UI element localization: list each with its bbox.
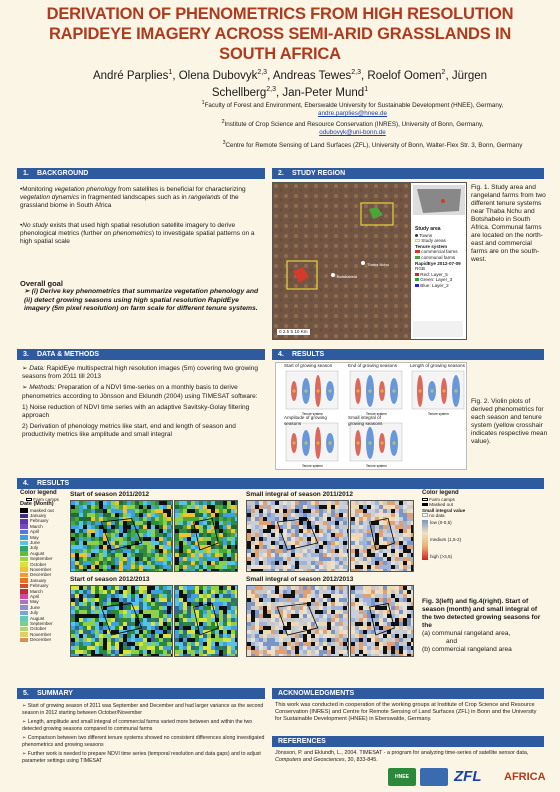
- title-line-3: SOUTH AFRICA: [219, 45, 341, 63]
- si-medium: medium (1,5-2): [430, 536, 462, 542]
- affiliation-2: [150, 118, 555, 137]
- background-para-1: [20, 186, 265, 211]
- section-header-ack: [272, 688, 544, 699]
- map-si-2012-a: [246, 585, 349, 657]
- section-title: REFERENCES: [278, 738, 326, 745]
- map-sos-2011-b: [174, 500, 238, 572]
- text-run: exists that used high spatial resolution satellite imagery to derive phenological metrics (further on: [20, 221, 236, 237]
- section-header-results: [17, 478, 544, 489]
- legend-text: Red: Layer_5: [420, 271, 448, 277]
- map-si-2011-b: [350, 500, 414, 572]
- si-legend: [422, 491, 482, 560]
- text-run: Preparation of a NDVI time-series on a monthly basis to derive phenometrics according to Jönsson and Eklundh (2004) using TIMESAT software:: [22, 384, 258, 400]
- author-oomen: , Roelof Oomen: [361, 69, 442, 82]
- month-swatch: [20, 605, 28, 610]
- aff-text: Faculty of Forest and Environment, Eberswalde University for Sustainable Development (HNEE), Germany,: [204, 102, 504, 110]
- section-header-methods: [17, 349, 265, 360]
- month-swatch: [20, 567, 28, 572]
- map-si-2012-b: [350, 585, 414, 657]
- text-run: phenometrics: [112, 229, 152, 237]
- legend-title: Color legend: [422, 490, 459, 496]
- zfl-logo: ZFL: [454, 768, 482, 785]
- month-swatch: [20, 551, 28, 556]
- month-label: September: [30, 556, 53, 562]
- farm-camp-icon: [26, 498, 32, 501]
- map-noise: [71, 501, 172, 571]
- section-header-results-top: [272, 349, 544, 360]
- violin-x-label: Tenure system: [302, 464, 323, 468]
- month-swatch: [20, 594, 28, 599]
- text-run: Jönsson, P. and Eklundh, L., 2004. TIMESAT - a program for analyzing time-series of satellite sensor data,: [275, 750, 529, 756]
- section-header-study: [272, 168, 544, 179]
- month-swatch: [20, 519, 28, 524]
- aff-sup: 1: [201, 100, 205, 106]
- map-title-sos-2011: Start of season 2011/2012: [70, 491, 150, 498]
- month-swatch: [20, 508, 28, 513]
- legend-text: Study areas: [421, 238, 446, 244]
- affiliation-3: [190, 139, 555, 150]
- author-sup: 2,3: [351, 69, 361, 76]
- farm-camp-icon: [422, 498, 428, 501]
- hnee-logo: [388, 768, 416, 786]
- aff-sup: 3: [222, 140, 226, 146]
- author-parplies: André Parplies: [92, 69, 169, 82]
- map-si-2011-a: [246, 500, 349, 572]
- map-noise: [351, 501, 413, 571]
- methods-methods: ➢ Methods: Preparation of a NDVI time-series on a monthly basis to derive phenometrics according to Jönsson and Eklundh (2004) using TIMESAT software:: [22, 384, 258, 400]
- month-label: December: [30, 572, 52, 578]
- violin-title-1: Start of growing season: [284, 363, 333, 368]
- map-title-si-2011: Small integral of season 2011/2012: [246, 491, 353, 498]
- author-tewes: , Andreas Tewes: [267, 69, 352, 82]
- violin-x-label: Tenure system: [428, 412, 449, 416]
- goal-title: Overall goal: [20, 279, 63, 288]
- map-credits: [413, 321, 463, 337]
- text-run: Data:: [29, 365, 45, 372]
- section-num: 5.: [23, 690, 29, 697]
- ack-text: This work was conducted in cooperation of the working groups at Institute of Crop Science and Resource Conservation (INRES) and Centre for Remote Sensing of Land Surfaces (ZFL) in Bonn and the University for Sustainable Development (HNEE) in Eberswalde, Germany.: [275, 702, 537, 722]
- section-title: RESULTS: [37, 480, 70, 487]
- summary-list: [22, 703, 267, 764]
- month-label: March: [30, 523, 43, 529]
- month-label: October: [30, 561, 47, 567]
- summary-text: Further work is needed to prepare NDVI time series (temporal resolution and data gaps) and to adjust parameter settings using TIMESAT: [22, 751, 261, 764]
- si-color-ramp: [422, 520, 428, 560]
- background-para-2: [20, 222, 265, 247]
- month-swatch: [20, 627, 28, 632]
- month-swatch: [20, 573, 28, 578]
- fig1-caption: Fig. 1. Study area and rangeland farms from two different tenure systems near Thaba Nchu and Botshabelo in South Africa. Communal farms are located on the north-east and commercial farms are on the south-west.: [471, 184, 546, 263]
- inset-country: [417, 189, 461, 213]
- africa-logo: AFRICA: [504, 771, 546, 783]
- aff-text: Centre for Remote Sensing of Land Surfaces (ZFL), University of Bonn, Walter-Flex Str. 3, Bonn, Germany: [225, 142, 523, 150]
- text-run: RapidEye multispectral high resolution images (5m) covering two growing seasons from 2011 till 2013: [22, 365, 258, 381]
- title-line-2: RAPIDEYE IMAGERY ACROSS SEMI-ARID GRASSLANDS IN: [48, 25, 512, 43]
- month-label: August: [30, 615, 45, 621]
- section-header-summary: [17, 688, 265, 699]
- month-label: June: [30, 540, 40, 546]
- legend-title: Color legend: [20, 490, 57, 496]
- month-swatch: [20, 611, 28, 616]
- email-link-2[interactable]: odubovyk@uni-bonn.de: [319, 129, 386, 137]
- map-noise: [247, 501, 348, 571]
- poster-title: [0, 4, 560, 64]
- month-label: April: [30, 529, 40, 535]
- author-sup: 1: [364, 85, 369, 93]
- map-sos-2011-a: [70, 500, 173, 572]
- authors: [20, 66, 560, 100]
- violin-title-3: Length of growing seasons: [410, 363, 465, 368]
- fig3-4-caption: [422, 598, 547, 654]
- month-label: December: [30, 637, 52, 643]
- title-line-1: DERIVATION OF PHENOMETRICS FROM HIGH RESOLUTION: [46, 5, 514, 23]
- refs-text: [275, 750, 543, 763]
- summary-item: ➢ Further work is needed to prepare NDVI time series (temporal resolution and data gaps) and to adjust parameter settings using TIMESAT: [22, 751, 261, 764]
- map-title-sos-2012: Start of season 2012/2013: [70, 576, 150, 583]
- legend-title: Study area: [415, 226, 441, 232]
- map-sos-2012-a: [70, 585, 173, 657]
- map-noise: [175, 586, 237, 656]
- map-title-si-2012: Small integral of season 2012/2013: [246, 576, 354, 583]
- authors-line-2: [20, 83, 560, 100]
- legend-subtitle: Date (Month): [20, 501, 54, 508]
- study-legend: [415, 227, 465, 289]
- text-run: of the grassland biome in South Africa: [20, 194, 239, 210]
- si-low: low (0-0,5): [430, 519, 452, 525]
- methods-text: [22, 365, 267, 440]
- red-icon: [415, 273, 419, 276]
- map-label-thaba: Thaba Nchu: [367, 262, 389, 267]
- legend-rgb: RGB: [415, 266, 425, 272]
- month-label: January: [30, 577, 47, 583]
- month-swatch: [20, 546, 28, 551]
- legend-blue: [415, 283, 465, 289]
- town-marker: [331, 273, 335, 277]
- month-label: November: [30, 566, 52, 572]
- legend-text: commercial farms: [421, 249, 458, 255]
- month-swatch: [20, 616, 28, 621]
- month-swatch: [20, 524, 28, 529]
- month-swatch: [20, 541, 28, 546]
- summary-text: Length, amplitude and small integral of commercial farms varied more between and within the two detected growing seasons compared to communal farms: [22, 719, 253, 732]
- month-swatch: [20, 514, 28, 519]
- month-swatch: [20, 535, 28, 540]
- section-header-refs: [272, 736, 544, 747]
- summary-item: ➢ Comparison between two different tenure systems showed no consistent differences along investigated phenometrics and growing seasons: [22, 735, 265, 748]
- month-label: September: [30, 620, 53, 626]
- section-num: 1.: [23, 170, 29, 177]
- legend-text: communal farms: [421, 254, 456, 260]
- section-num: 2.: [278, 170, 284, 177]
- blue-icon: [415, 284, 419, 287]
- section-header-background: [17, 168, 265, 179]
- legend-tenure: Tenure system: [415, 243, 448, 249]
- text-run: from satellites is beneficial for characterizing: [116, 186, 246, 193]
- aff-sup: 2: [221, 119, 225, 125]
- uni-bonn-logo: [420, 768, 448, 786]
- author-sup: 1: [168, 69, 173, 76]
- section-title: ACKNOWLEDGMENTS: [278, 690, 355, 697]
- authors-line-1: [20, 66, 560, 83]
- email-link-1[interactable]: andre.parplies@hnee.de: [317, 110, 388, 118]
- background-text: [20, 186, 265, 246]
- methods-data: ➢ Data: RapidEye multispectral high resolution images (5m) covering two growing seasons from 2011 till 2013: [22, 365, 258, 381]
- violin-title-2: End of growing seasons: [348, 363, 398, 368]
- month-swatch: [20, 530, 28, 535]
- legend-si-title: Small integral value: [422, 507, 466, 513]
- map-noise: [351, 586, 413, 656]
- section-num: 4.: [23, 480, 29, 487]
- month-label: February: [30, 583, 49, 589]
- text-run: Methods:: [29, 384, 57, 392]
- text-run: •Monitoring: [20, 186, 55, 193]
- hnee-logo-text: HNEE: [395, 774, 409, 780]
- author-sup: 2: [441, 69, 446, 76]
- aff-text: Institute of Crop Science and Resource Conservation (INRES), University of Bonn, Germany,: [224, 121, 484, 129]
- section-title: SUMMARY: [37, 690, 73, 697]
- month-swatch: [20, 638, 28, 643]
- si-ramp: [422, 520, 482, 560]
- violin-x-label: Tenure system: [302, 412, 323, 416]
- section-title: BACKGROUND: [37, 170, 89, 177]
- month-label: May: [30, 599, 39, 605]
- month-label: July: [30, 610, 39, 616]
- month-swatch: [20, 589, 28, 594]
- violin-title-4: Amplitude of growing seasons: [284, 415, 327, 426]
- month-label: August: [30, 550, 45, 556]
- section-num: 4.: [278, 351, 284, 358]
- map-label-botshabelo: Botshabelo: [337, 274, 358, 279]
- month-label: masked out: [30, 507, 54, 513]
- month-swatch: [20, 562, 28, 567]
- author-schellberg: Schellberg: [211, 86, 267, 99]
- text-run: •No study: [20, 221, 48, 229]
- month-swatch: [20, 557, 28, 562]
- summary-text: Start of growing season of 2011 was September and December and had larger variance as the second season in 2012 starting between October/November: [22, 703, 264, 716]
- section-title: RESULTS: [292, 351, 325, 358]
- author-sup: 2,3: [266, 85, 276, 93]
- map-noise: [247, 586, 348, 656]
- masked-icon: [422, 503, 428, 506]
- text-run: ) to investigate spatial patterns on a high spatial scale: [20, 229, 255, 246]
- inset-marker: [441, 199, 445, 203]
- summary-item: ➢ Length, amplitude and small integral of commercial farms varied more between and within the two detected growing seasons compared to communal farms: [22, 719, 253, 732]
- month-legend-item: [20, 637, 70, 642]
- author-sup: 2,3: [257, 69, 268, 76]
- section-title: DATA & METHODS: [37, 351, 100, 358]
- violin-x-label: Tenure system: [366, 464, 387, 468]
- section-title: STUDY REGION: [292, 170, 346, 177]
- caption-and: and: [446, 638, 458, 645]
- month-swatch: [20, 600, 28, 605]
- study-area-icon: [415, 239, 420, 242]
- month-legend: [20, 491, 70, 643]
- fig2-caption: Fig. 2. Violin plots of derived phenometrics for each season and tenure system (yellow crosshair indicates respective mean value).: [471, 398, 548, 445]
- overall-goal: [20, 280, 265, 314]
- communal-icon: [415, 256, 420, 259]
- green-icon: [415, 278, 419, 281]
- legend-text: Towns: [419, 232, 433, 238]
- month-label: November: [30, 631, 52, 637]
- si-ramp-labels: [430, 520, 480, 560]
- legend-text: Farm camps: [33, 496, 59, 502]
- legend-text: Farm camps: [429, 496, 455, 502]
- map-sos-2012-b: [174, 585, 238, 657]
- month-swatch: [20, 578, 28, 583]
- section-num: 3.: [23, 351, 29, 358]
- month-label: March: [30, 588, 43, 594]
- author-juergen: , Jürgen: [445, 69, 488, 82]
- text-run: rangelands: [188, 194, 221, 202]
- author-mund: , Jan-Peter Mund: [275, 86, 365, 99]
- legend-text: Blue: Layer_2: [420, 282, 449, 288]
- legend-text: Masked out: [429, 502, 454, 508]
- month-label: April: [30, 593, 40, 599]
- map-scale: 0 2.5 5 10 Km: [279, 329, 308, 334]
- nodata-icon: [422, 513, 428, 517]
- month-swatch: [20, 621, 28, 626]
- caption-main: Fig. 3(left) and fig.4(right). Start of season (month) and small integral of the two detected growing seasons for the: [422, 598, 541, 629]
- month-label: July: [30, 545, 39, 551]
- legend-text: Green: Layer_3: [420, 277, 453, 283]
- study-area-map: [272, 182, 467, 340]
- text-run: , 30, 833-845.: [344, 756, 378, 763]
- month-label: May: [30, 534, 39, 540]
- month-swatch: [20, 632, 28, 637]
- methods-step-1: 1) Noise reduction of NDVI time series with an adaptive Savitsky-Golay filtering approach: [22, 403, 250, 420]
- town-icon: [415, 234, 418, 237]
- violin-plots: [275, 362, 467, 470]
- map-noise: [71, 586, 172, 656]
- goal-text: ➢ (i) Derive key phenometrics that summarize vegetation phenology and (ii) detect growing seasons using high spatial resolution RapidEye imagery (5m pixel resolution) on farm scale for different tenure systems.: [24, 288, 259, 313]
- text-run: vegetation dynamics: [20, 194, 80, 202]
- caption-b: (b) commercial rangeland area: [422, 646, 512, 653]
- month-list: [20, 508, 70, 643]
- map-noise: [175, 501, 237, 571]
- month-label: June: [30, 604, 40, 610]
- si-high: high (>3,5): [430, 553, 453, 559]
- month-label: February: [30, 518, 49, 524]
- violin-title-5: Small integral of growing seasons: [348, 415, 383, 426]
- town-marker: [361, 261, 365, 265]
- legend-nodata: [422, 513, 482, 519]
- summary-item: ➢ Start of growing season of 2011 was September and December and had larger variance as the second season in 2012 starting between October/November: [22, 703, 264, 716]
- summary-text: Comparison between two different tenure systems showed no consistent differences along investigated phenometrics and growing seasons: [22, 735, 265, 748]
- caption-a: (a) communal rangeland area,: [422, 630, 511, 637]
- commercial-icon: [415, 250, 420, 253]
- text-run: vegetation phenology: [54, 186, 117, 193]
- legend-rapideye: RapidEye 2012-07-09: [415, 260, 461, 266]
- month-label: October: [30, 626, 47, 632]
- text-run: Computers and Geosciences: [275, 756, 345, 763]
- legend-text: no data: [429, 513, 445, 519]
- author-dubovyk: , Olena Dubovyk: [172, 69, 258, 82]
- affiliation-1: [150, 99, 555, 118]
- text-run: in fragmented landscapes such as in: [79, 194, 189, 202]
- month-swatch: [20, 584, 28, 589]
- methods-step-2: 2) Derivation of phenology metrics like start, end and length of season and productivity metrics like amplitude and small integral: [22, 423, 236, 439]
- violin-x-label: Tenure system: [366, 412, 387, 416]
- month-label: January: [30, 513, 47, 519]
